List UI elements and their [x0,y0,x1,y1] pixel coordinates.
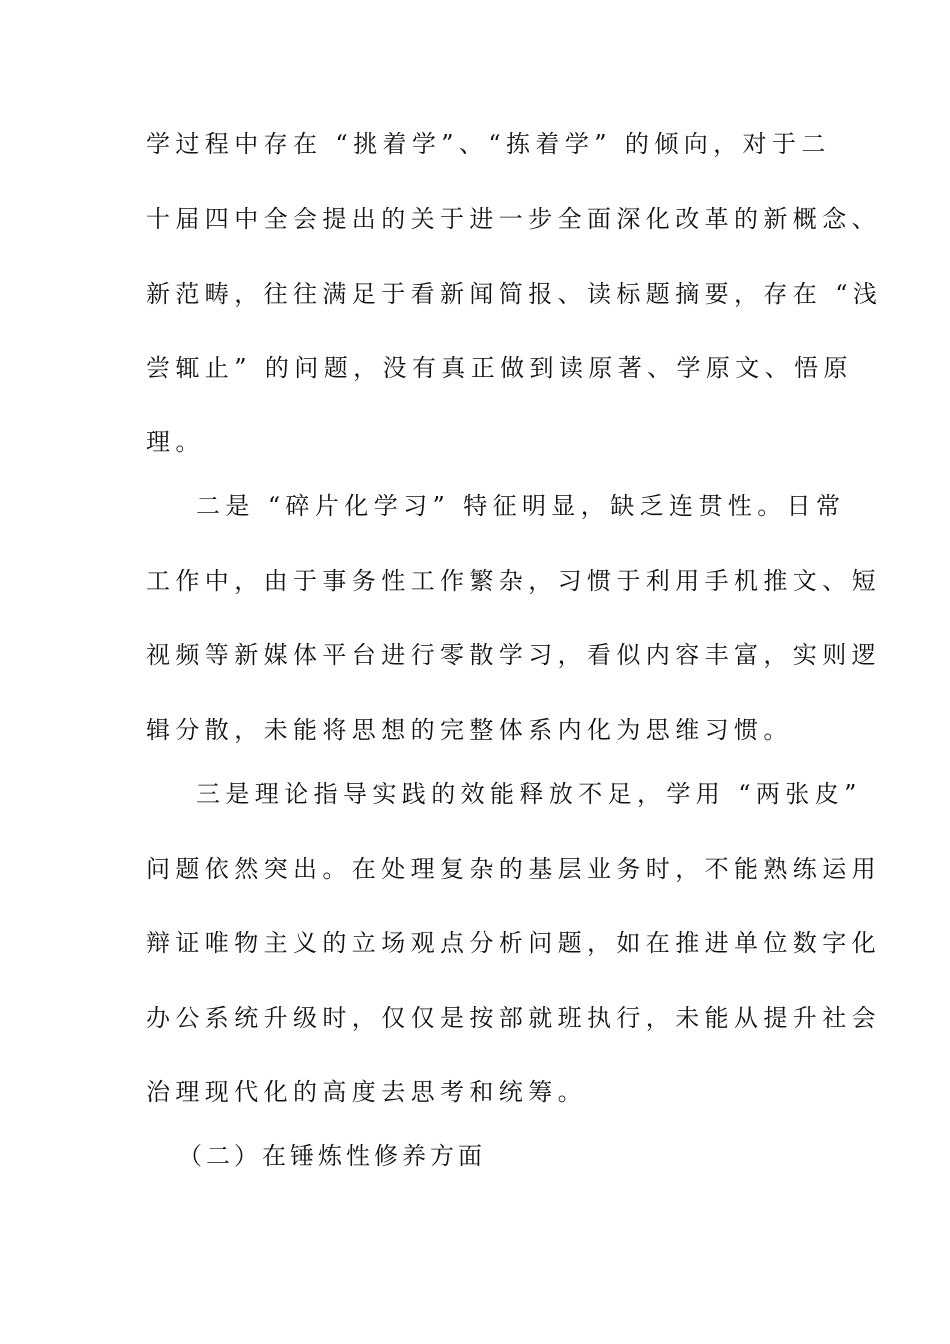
paragraph-line: 三是理论指导实践的效能释放不足，学用 “两张皮” [196,780,862,808]
paragraph-line: 治理现代化的高度去思考和统筹。 [146,1078,587,1106]
paragraph-line: 辩证唯物主义的立场观点分析问题，如在推进单位数字化 [146,929,881,957]
paragraph-line: 学过程中存在 “挑着学”、“拣着学” 的倾向，对于二 [146,130,831,158]
paragraph-line: 尝辄止” 的问题，没有真正做到读原著、学原文、悟原 [146,354,853,382]
paragraph-line: 办公系统升级时，仅仅是按部就班执行，未能从提升社会 [146,1004,881,1032]
paragraph-line: 辑分散，未能将思想的完整体系内化为思维习惯。 [146,716,793,744]
paragraph-line: 十届四中全会提出的关于进一步全面深化改革的新概念、 [146,205,881,233]
section-heading: （二）在锤炼性修养方面 [178,1142,486,1170]
paragraph-line: 视频等新媒体平台进行零散学习，看似内容丰富，实则逻 [146,641,881,669]
paragraph-line: 理。 [146,428,205,456]
paragraph-line: 问题依然突出。在处理复杂的基层业务时，不能熟练运用 [146,855,881,883]
paragraph-line: 工作中，由于事务性工作繁杂，习惯于利用手机推文、短 [146,567,881,595]
paragraph-line: 二是 “碎片化学习” 特征明显，缺乏连贯性。日常 [196,492,846,520]
paragraph-line: 新范畴，往往满足于看新闻简报、读标题摘要，存在 “浅 [146,280,883,308]
